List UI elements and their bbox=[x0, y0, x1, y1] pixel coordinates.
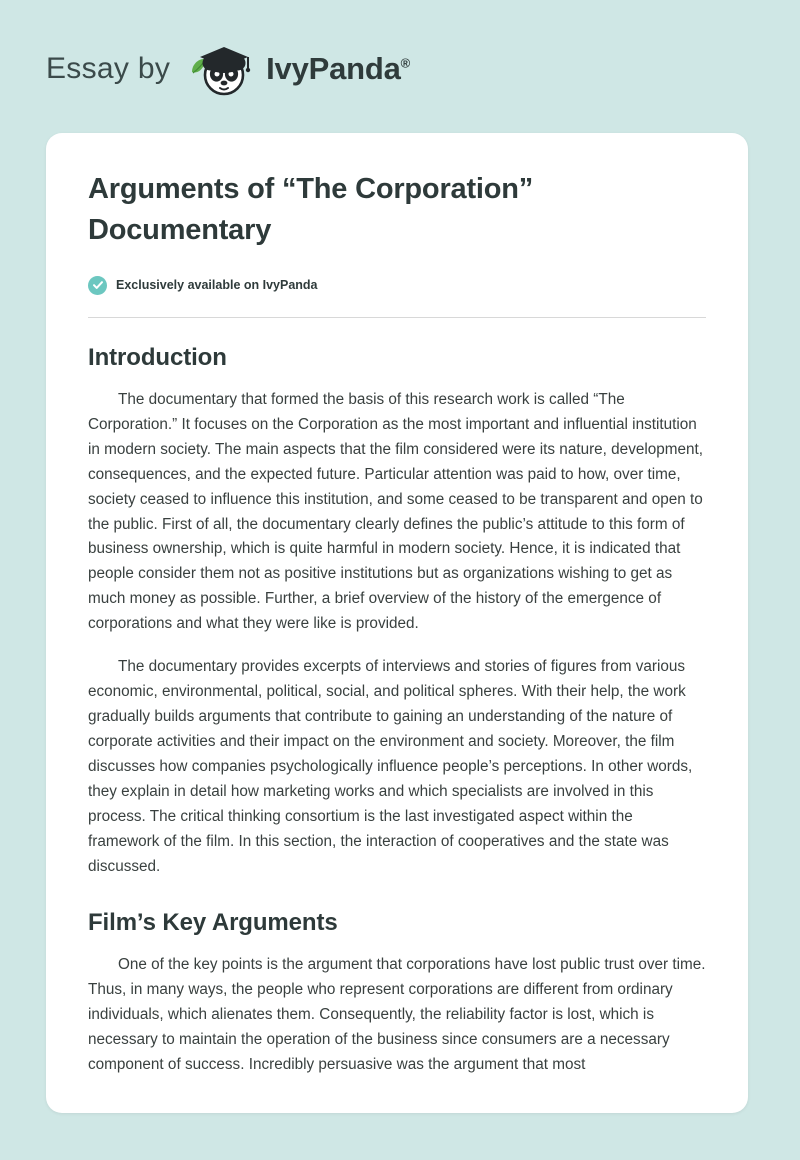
check-circle-icon bbox=[88, 276, 107, 295]
essay-by-label: Essay by bbox=[46, 52, 171, 85]
brand-header bbox=[0, 0, 800, 100]
section-heading-key-arguments: Film’s Key Arguments bbox=[88, 909, 338, 937]
title-divider bbox=[88, 317, 706, 318]
brand-logo[interactable] bbox=[184, 38, 410, 100]
paragraph: The documentary provides excerpts of interviews and stories of figures from various economic, environmental, political, social, and political spheres. With their help, the work gradually builds arguments that contribute to gaining an understanding of the nature of corporate activities and their impact on the environment and society. Moreover, the film discusses how companies psychologically influence people’s perceptions. In other words, they explain in detail how marketing works and which specialists are involved in this process. The critical thinking consortium is the last investigated aspect within the framework of the film. In this section, the interaction of cooperatives and the state was discussed. bbox=[88, 658, 693, 875]
paragraph: One of the key points is the argument that corporations have lost public trust over time. Thus, in many ways, the people who represent corporations are different from ordinary individuals, which alienates them. Consequently, the reliability factor is lost, which is necessary to maintain the operation of the business since consumers are a necessary component of success. Incredibly persuasive was the argument that most bbox=[88, 956, 706, 1074]
exclusive-label: Exclusively available on IvyPanda bbox=[116, 278, 318, 293]
page-title: Arguments of “The Corporation” Documentary bbox=[88, 173, 534, 247]
document-card bbox=[46, 133, 748, 1113]
brand-name-text: IvyPanda bbox=[266, 51, 401, 86]
panda-graduate-icon bbox=[184, 38, 258, 100]
section-heading-introduction: Introduction bbox=[88, 343, 227, 371]
exclusive-badge bbox=[88, 276, 706, 295]
paragraph: The documentary that formed the basis of this research work is called “The Corporation.” It focuses on the Corporation as the most important and influential institution in modern society. The main aspects that the film considered were its nature, development, consequences, and the expected future. Particular attention was paid to how, over time, society ceased to influence this institution, and some ceased to be transparent and open to the public. First of all, the documentary clearly defines the public’s attitude to this form of business ownership, which is quite harmful in modern society. Hence, it is indicated that people consider them not as positive institutions but as organizations wishing to get as much money as possible. Further, a brief overview of the history of the emergence of corporations and what they were like is provided. bbox=[88, 390, 704, 633]
brand-name bbox=[266, 51, 410, 87]
registered-mark: ® bbox=[400, 55, 411, 71]
